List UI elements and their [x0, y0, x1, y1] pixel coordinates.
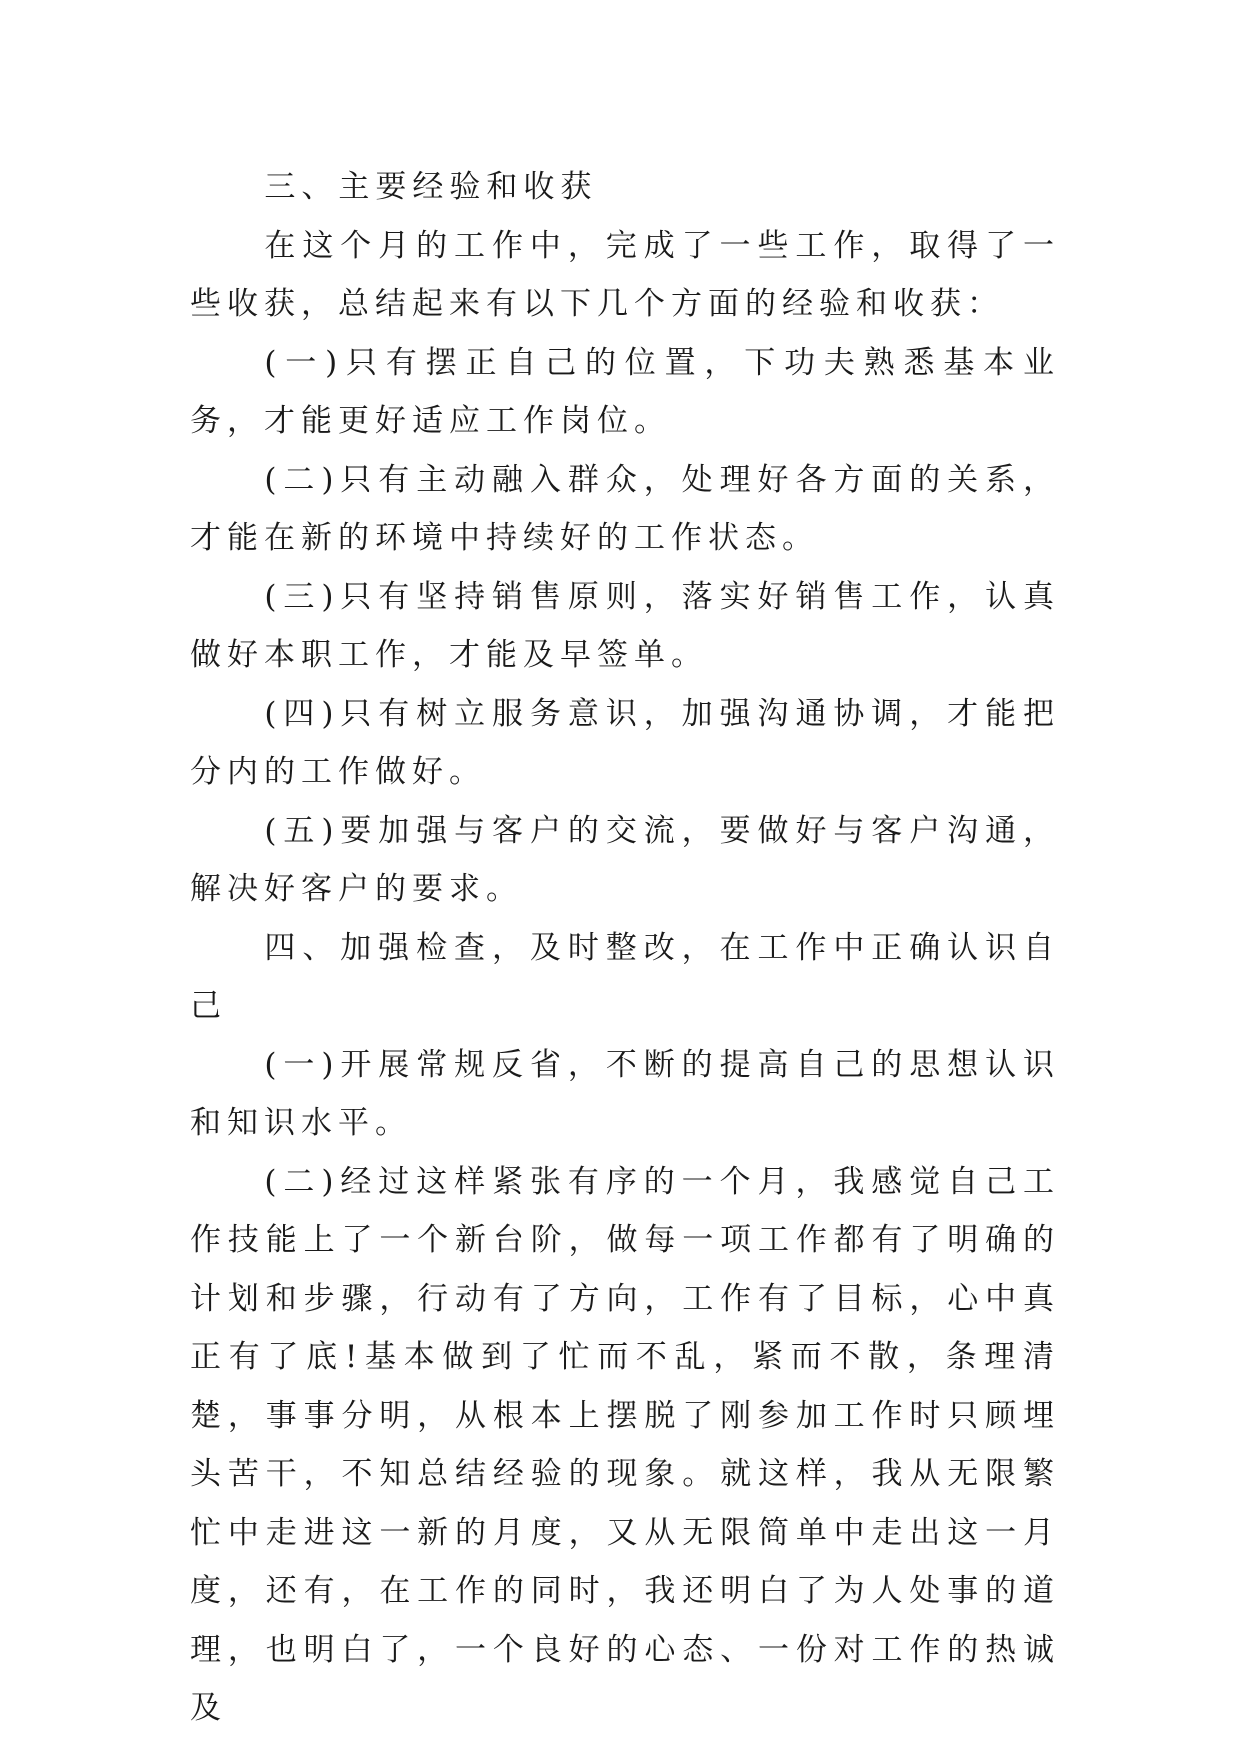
- paragraph-point-2: (二)只有主动融入群众，处理好各方面的关系，才能在新的环境中持续好的工作状态。: [190, 461, 1060, 556]
- section-heading-inspection: 四、加强检查，及时整改，在工作中正确认识自己: [190, 929, 1060, 1024]
- paragraph-inspection-2: (二)经过这样紧张有序的一个月，我感觉自己工作技能上了一个新台阶，做每一项工作都有了明确的计划和步骤，行动有了方向，工作有了目标，心中真正有了底!基本做到了忙而不乱，紧而不散，条理清楚，事事分明，从根本上摆脱了刚参加工作时只顾埋头苦干，不知总结经验的现象。就这样，我从无限繁忙中走进这一新的月度，又从无限简单中走出这一月度，还有，在工作的同时，我还明白了为人处事的道理，也明白了，一个良好的心态、一份对工作的热诚及: [190, 1163, 1060, 1726]
- paragraph-point-3: (三)只有坚持销售原则，落实好销售工作，认真做好本职工作，才能及早签单。: [190, 578, 1060, 673]
- document-body: [190, 158, 1060, 1738]
- paragraph-inspection-1: (一)开展常规反省，不断的提高自己的思想认识和知识水平。: [190, 1046, 1060, 1141]
- paragraph-point-4: (四)只有树立服务意识，加强沟通协调，才能把分内的工作做好。: [190, 695, 1060, 790]
- paragraph-point-5: (五)要加强与客户的交流，要做好与客户沟通，解决好客户的要求。: [190, 812, 1060, 907]
- section-heading-experience: 三、主要经验和收获: [264, 169, 598, 205]
- paragraph-intro: 在这个月的工作中，完成了一些工作，取得了一些收获，总结起来有以下几个方面的经验和收获：: [190, 227, 1060, 322]
- paragraph-point-1: (一)只有摆正自己的位置，下功夫熟悉基本业务，才能更好适应工作岗位。: [190, 344, 1060, 439]
